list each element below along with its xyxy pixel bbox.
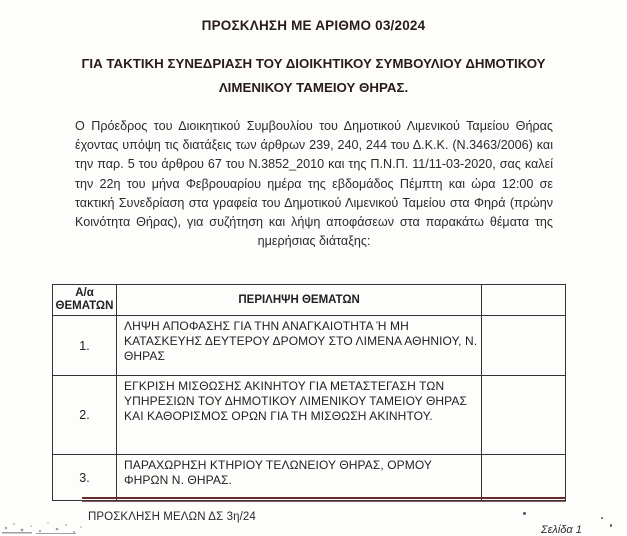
footer-divider bbox=[82, 497, 566, 499]
row-description: ΕΓΚΡΙΣΗ ΜΙΣΘΩΣΗΣ ΑΚΙΝΗΤΟΥ ΓΙΑ ΜΕΤΑΣΤΕΓΑΣΗ ΤΩΝ ΥΠΗΡΕΣΙΩΝ ΤΟΥ ΔΗΜΟΤΙΚΟΥ ΛΙΜΕΝΙΚΟΥ ΤΑΜΕΙΟΥ ΘΗΡΑΣ ΚΑΙ ΚΑΘΟΡΙΣΜΟΣ ΟΡΩΝ ΓΙΑ ΤΗ ΜΙΣΘΩΣΗ ΑΚΙΝΗΤΟΥ. bbox=[116, 376, 481, 455]
intro-paragraph: Ο Πρόεδρος του Διοικητικού Συμβουλίου του Δημοτικού Λιμενικού Ταμείου Θήρας έχοντας υπόψη τις διατάξεις των άρθρων 239, 240, 244 του Δ.Κ.Κ. (Ν.3463/2006) και την παρ. 5 του άρθρου 67 του Ν.3852_2010 και της Π.Ν.Π. 11/11-03-2020, σας καλεί την 22η του μήνα Φεβρουαρίου ημέρα της εβδομάδος Πέμπτη και ώρα 12:00 σε τακτική Συνεδρίαση στα γραφεία του Δημοτικού Λιμενικού Ταμείου στα Φηρά (πρώην Κοινότητα Θήρας), για συζήτηση και λήψη αποφάσεων στα παρακάτω θέματα της ημερήσιας διάταξης: bbox=[75, 119, 553, 249]
header-num-line-1: Α/α bbox=[75, 287, 94, 299]
table-row bbox=[53, 455, 566, 501]
header-item-number bbox=[53, 285, 117, 316]
footer-divider-thin bbox=[82, 501, 566, 502]
row-description: ΠΑΡΑΧΩΡΗΣΗ ΚΤΗΡΙΟΥ ΤΕΛΩΝΕΙΟΥ ΘΗΡΑΣ, ΟΡΜΟΥ ΦΗΡΩΝ Ν. ΘΗΡΑΣ. bbox=[116, 455, 481, 501]
document-subtitle bbox=[40, 52, 587, 100]
row-empty-cell bbox=[482, 316, 566, 376]
agenda-table bbox=[52, 284, 566, 501]
table-header-row bbox=[53, 285, 566, 316]
row-description: ΛΗΨΗ ΑΠΟΦΑΣΗΣ ΓΙΑ ΤΗΝ ΑΝΑΓΚΑΙΟΤΗΤΑ Ή ΜΗ ΚΑΤΑΣΚΕΥΗΣ ΔΕΥΤΕΡΟΥ ΔΡΟΜΟΥ ΣΤΟ ΛΙΜΕΝΑ ΑΘΗΝΙΟΥ, Ν. ΘΗΡΑΣ bbox=[116, 316, 481, 376]
row-empty-cell bbox=[482, 455, 566, 501]
footer-reference: ΠΡΟΣΚΛΗΣΗ ΜΕΛΩΝ ΔΣ 3η/24 bbox=[88, 511, 256, 523]
scan-speck bbox=[610, 524, 612, 527]
table-row bbox=[53, 376, 566, 455]
scan-noise bbox=[0, 512, 88, 536]
subtitle-line-1: ΓΙΑ ΤΑΚΤΙΚΗ ΣΥΝΕΔΡΙΑΣΗ ΤΟΥ ΔΙΟΙΚΗΤΙΚΟΥ ΣΥΜΒΟΥΛΙΟΥ ΔΗΜΟΤΙΚΟΥ bbox=[81, 56, 546, 71]
subtitle-line-2: ΛΙΜΕΝΙΚΟΥ ΤΑΜΕΙΟΥ ΘΗΡΑΣ. bbox=[218, 80, 409, 95]
page-number: Σελίδα 1 bbox=[541, 524, 582, 536]
header-empty-cell bbox=[482, 285, 566, 316]
document-title: ΠΡΟΣΚΛΗΣΗ ΜΕ ΑΡΙΘΜΟ 03/2024 bbox=[201, 18, 426, 33]
header-num-line-2: ΘΕΜΑΤΩΝ bbox=[55, 300, 114, 312]
scan-speck bbox=[523, 512, 526, 515]
row-empty-cell bbox=[482, 376, 566, 455]
row-number: 1. bbox=[53, 316, 117, 376]
scan-speck bbox=[601, 517, 603, 519]
row-number: 2. bbox=[53, 376, 117, 455]
table-row bbox=[53, 316, 566, 376]
row-number: 3. bbox=[53, 455, 117, 501]
header-summary: ΠΕΡΙΛΗΨΗ ΘΕΜΑΤΩΝ bbox=[116, 285, 481, 316]
